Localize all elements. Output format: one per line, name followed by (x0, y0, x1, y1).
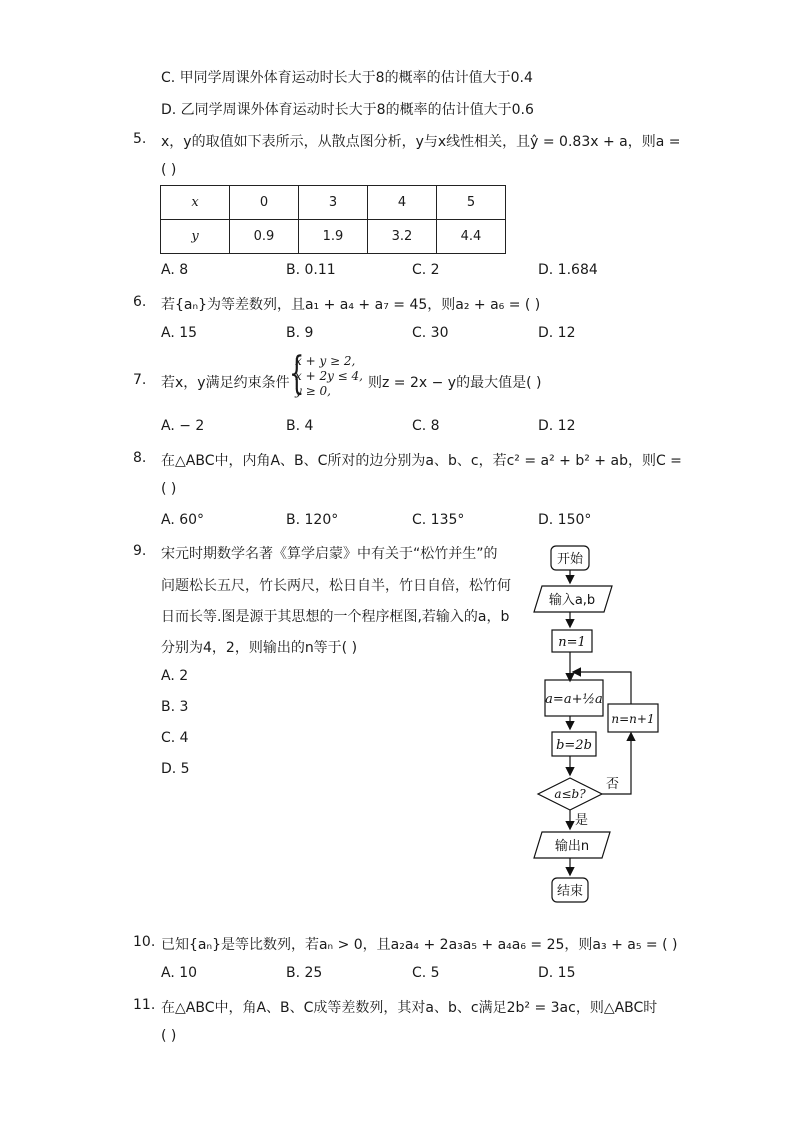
flow-output-label: 输出n (554, 839, 590, 854)
table-row (161, 186, 506, 220)
flow-yes-label: 是 (575, 813, 589, 828)
q5-option-c: C. 2 (412, 262, 440, 278)
q5-option-a: A. 8 (161, 262, 189, 278)
q10-option-c: C. 5 (412, 965, 440, 981)
q8-option-d: D. 150° (538, 512, 592, 528)
q7-option-d: D. 12 (538, 418, 576, 434)
q5-option-b: B. 0.11 (286, 262, 336, 278)
q8-option-c: C. 135° (412, 512, 465, 528)
q6-stem: 若{aₙ}为等差数列，且a₁ + a₄ + a₇ = 45，则a₂ + a₆ = ( ) (161, 297, 541, 313)
q6-number: 6. (133, 294, 147, 310)
q7-option-b: B. 4 (286, 418, 314, 434)
q6-option-d: D. 12 (538, 325, 576, 341)
q11-number: 11. (133, 997, 156, 1013)
q7-stem-pre: 若x，y满足约束条件 (161, 375, 290, 391)
q9-number: 9. (133, 543, 147, 559)
q7-option-a: A. − 2 (161, 418, 205, 434)
flow-input-label: 输入a,b (548, 593, 596, 608)
q7-stem-post: 则z = 2x − y的最大值是( ) (368, 375, 542, 391)
q5-paren: ( ) (161, 162, 177, 178)
flow-init-label: n=1 (558, 635, 586, 650)
q8-option-a: A. 60° (161, 512, 205, 528)
q4-option-d: D. 乙同学周课外体育运动时长大于8的概率的估计值大于0.6 (161, 102, 534, 118)
q7-option-c: C. 8 (412, 418, 440, 434)
q6-option-a: A. 15 (161, 325, 198, 341)
q4-option-c: C. 甲同学周课外体育运动时长大于8的概率的估计值大于0.4 (161, 70, 533, 86)
q10-option-b: B. 25 (286, 965, 323, 981)
q9-line-3: 日而长等.图是源于其思想的一个程序框图,若输入的a，b (161, 609, 510, 625)
q5-data-table (160, 185, 506, 254)
table-cell: 0 (230, 186, 299, 220)
flow-condition-label: a≤b? (554, 787, 586, 801)
q8-paren: ( ) (161, 481, 177, 497)
table-cell: 3 (299, 186, 368, 220)
q10-stem: 已知{aₙ}是等比数列，若aₙ > 0，且a₂a₄ + 2a₃a₅ + a₄a₆ = 25，则a₃ + a₅ = ( ) (161, 937, 678, 953)
q8-option-b: B. 120° (286, 512, 339, 528)
q6-option-c: C. 30 (412, 325, 449, 341)
table-cell: 4 (368, 186, 437, 220)
table-cell: 3.2 (368, 220, 437, 254)
q9-line-1: 宋元时期数学名著《算学启蒙》中有关于“松竹并生”的 (161, 546, 498, 562)
q7-number: 7. (133, 372, 147, 388)
q11-stem: 在△ABC中，角A、B、C成等差数列，其对a、b、c满足2b² = 3ac，则△ABC时 (161, 1000, 658, 1016)
table-cell: y (161, 220, 230, 254)
q7-brace: { (289, 348, 305, 399)
q9-option-c: C. 4 (161, 730, 189, 746)
q11-paren: ( ) (161, 1028, 177, 1044)
flow-start-label: 开始 (556, 552, 584, 567)
q10-option-a: A. 10 (161, 965, 198, 981)
table-row (161, 220, 506, 254)
q5-option-d: D. 1.684 (538, 262, 598, 278)
flow-step-b-label: b=2b (556, 738, 592, 753)
q5-number: 5. (133, 131, 147, 147)
q7-constraint-3: y ≥ 0, (295, 384, 331, 398)
flow-increment-label: n=n+1 (611, 712, 655, 726)
q5-stem: x，y的取值如下表所示，从散点图分析，y与x线性相关，且ŷ = 0.83x + a，则a = (161, 134, 681, 150)
table-cell: 4.4 (437, 220, 506, 254)
q7-constraint-1: x + y ≥ 2, (295, 354, 356, 368)
q8-number: 8. (133, 450, 147, 466)
q10-number: 10. (133, 934, 156, 950)
q8-stem: 在△ABC中，内角A、B、C所对的边分别为a、b、c，若c² = a² + b² + ab，则C = (161, 453, 682, 469)
flow-end-label: 结束 (556, 884, 584, 899)
q10-option-d: D. 15 (538, 965, 576, 981)
table-cell: 5 (437, 186, 506, 220)
q6-option-b: B. 9 (286, 325, 314, 341)
q9-option-d: D. 5 (161, 761, 190, 777)
q9-line-4: 分别为4，2，则输出的n等于( ) (161, 640, 358, 656)
table-cell: 0.9 (230, 220, 299, 254)
q9-option-b: B. 3 (161, 699, 189, 715)
table-cell: 1.9 (299, 220, 368, 254)
q9-flowchart (530, 540, 670, 905)
q9-line-2: 问题松长五尺，竹长两尺，松日自半，竹日自倍，松竹何 (161, 578, 511, 594)
q9-option-a: A. 2 (161, 668, 189, 684)
q7-constraint-2: x + 2y ≤ 4, (295, 369, 363, 383)
flow-no-label: 否 (606, 777, 620, 792)
table-cell: x (161, 186, 230, 220)
flow-step-a-label: a=a+½a (545, 692, 603, 707)
